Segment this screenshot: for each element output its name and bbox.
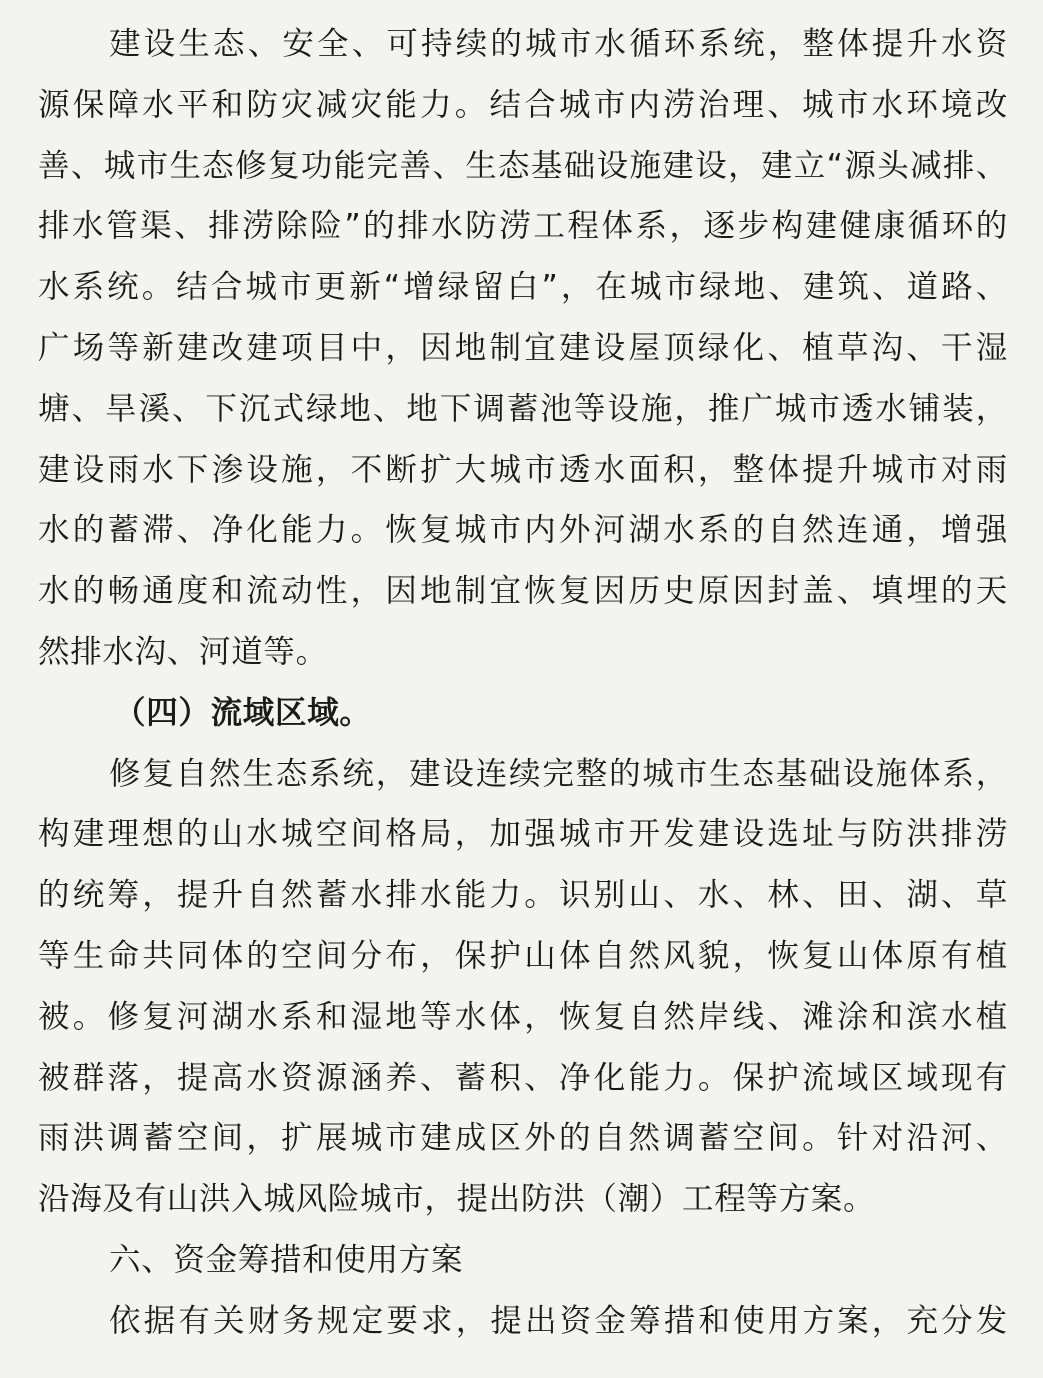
document-body: [38, 14, 1008, 1352]
paragraph-line-2: 源保障水平和防灾减灾能力。结合城市内涝治理、城市水环境改: [38, 86, 1008, 123]
paragraph-line-4: 排水管渠、排涝除险”的排水防涝工程体系，逐步构建健康循环的: [38, 208, 1008, 245]
section-heading: （四）流域区域。: [114, 694, 372, 731]
paragraph-line-17: 被。修复河湖水系和湿地等水体，恢复自然岸线、滩涂和滨水植: [38, 998, 1008, 1035]
paragraph-line-9: 水的蓄滞、净化能力。恢复城市内外河湖水系的自然连通，增强: [38, 512, 1008, 549]
section-title: 六、资金筹措和使用方案: [109, 1241, 464, 1278]
paragraph-line-14: 构建理想的山水城空间格局，加强城市开发建设选址与防洪排涝: [38, 816, 1008, 853]
paragraph-line-22: 依据有关财务规定要求，提出资金筹措和使用方案，充分发: [109, 1302, 1008, 1339]
paragraph-line-16: 等生命共同体的空间分布，保护山体自然风貌，恢复山体原有植: [38, 937, 1008, 974]
paragraph-line-13: 修复自然生态系统，建设连续完整的城市生态基础设施体系，: [109, 755, 1008, 792]
paragraph-line-1: 建设生态、安全、可持续的城市水循环系统，整体提升水资: [109, 26, 1008, 62]
paragraph-line-10: 水的畅通度和流动性，因地制宜恢复因历史原因封盖、填埋的天: [38, 573, 1008, 610]
paragraph-line-18: 被群落，提高水资源涵养、蓄积、净化能力。保护流域区域现有: [38, 1059, 1008, 1096]
paragraph-line-3: 善、城市生态修复功能完善、生态基础设施建设，建立“源头减排、: [38, 147, 1008, 184]
paragraph-line-6: 广场等新建改建项目中，因地制宜建设屋顶绿化、植草沟、干湿: [38, 329, 1008, 366]
paragraph-line-11: 然排水沟、河道等。: [38, 633, 328, 670]
paragraph-line-5: 水系统。结合城市更新“增绿留白”，在城市绿地、建筑、道路、: [38, 269, 1008, 306]
paragraph-line-7: 塘、旱溪、下沉式绿地、地下调蓄池等设施，推广城市透水铺装，: [38, 390, 1008, 427]
paragraph-line-19: 雨洪调蓄空间，扩展城市建成区外的自然调蓄空间。针对沿河、: [38, 1120, 1008, 1157]
paragraph-line-20: 沿海及有山洪入城风险城市，提出防洪（潮）工程等方案。: [38, 1181, 876, 1218]
paragraph-line-15: 的统筹，提升自然蓄水排水能力。识别山、水、林、田、湖、草: [38, 877, 1008, 914]
paragraph-line-8: 建设雨水下渗设施，不断扩大城市透水面积，整体提升城市对雨: [38, 451, 1008, 488]
